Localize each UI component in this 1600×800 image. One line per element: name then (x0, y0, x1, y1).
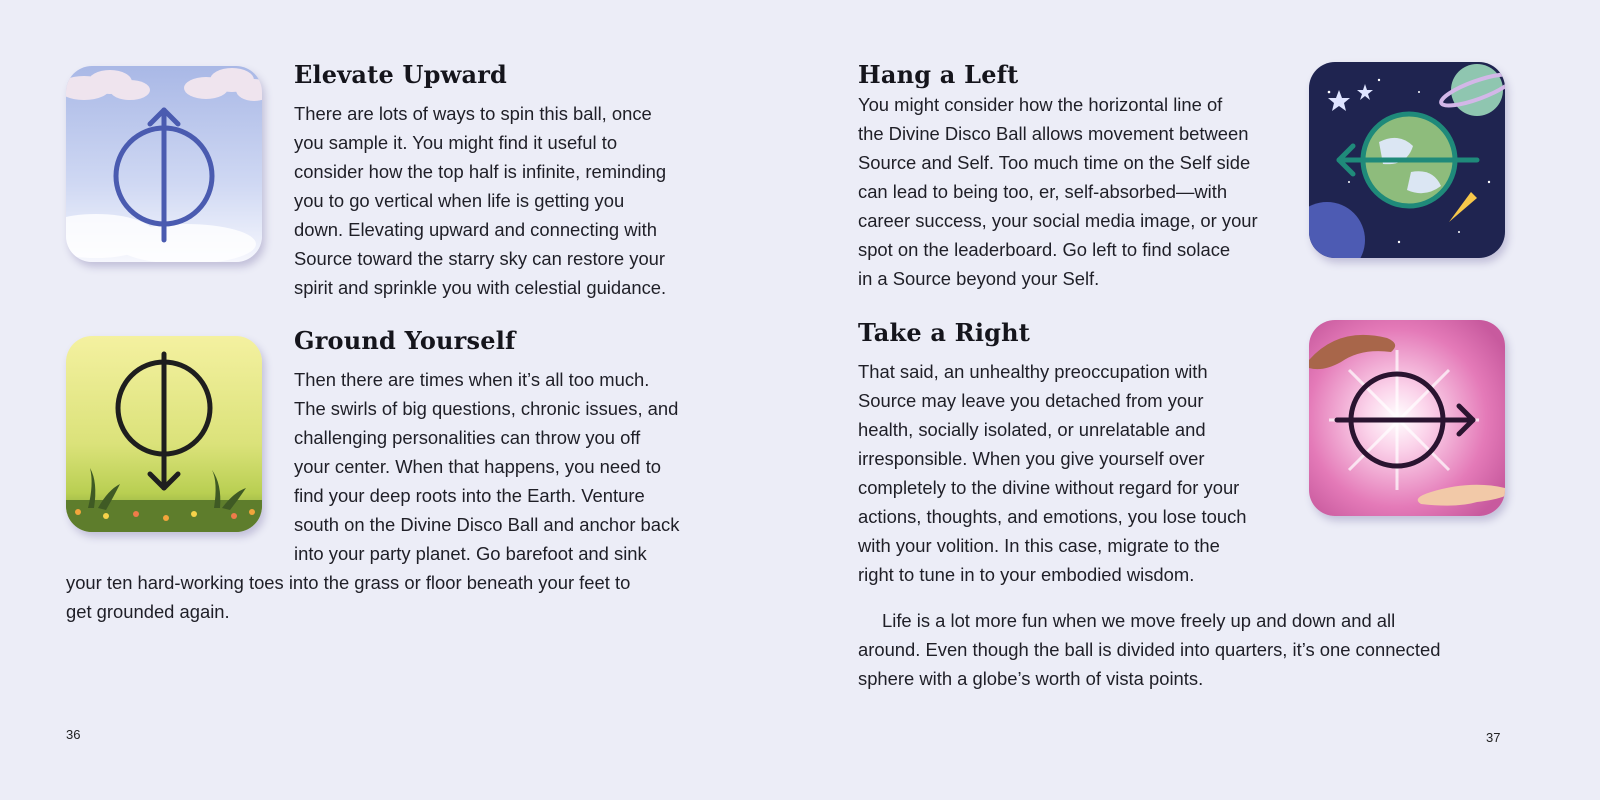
body-line: into your party planet. Go barefoot and sink (294, 543, 647, 564)
page-number: 37 (1486, 730, 1501, 745)
body-line: career success, your social media image, or your (858, 210, 1258, 231)
section-heading: Hang a Left (858, 60, 1019, 89)
body-line: Then there are times when it’s all too much. (294, 369, 650, 390)
body-line: completely to the divine without regard for your (858, 477, 1240, 498)
section-heading: Ground Yourself (294, 326, 516, 355)
elevate-upward-illustration (66, 66, 262, 262)
body-line: find your deep roots into the Earth. Venture (294, 485, 645, 506)
body-line: get grounded again. (66, 601, 230, 622)
body-line: spot on the leaderboard. Go left to find solace (858, 239, 1231, 260)
body-line: You might consider how the horizontal line of (858, 94, 1223, 115)
body-line: the Divine Disco Ball allows movement between (858, 123, 1249, 144)
body-line: you sample it. You might find it useful to (294, 132, 618, 153)
body-line: challenging personalities can throw you off (294, 427, 641, 448)
body-line: Source may leave you detached from your (858, 390, 1204, 411)
page-number: 36 (66, 727, 81, 742)
body-line: consider how the top half is infinite, reminding (294, 161, 667, 182)
body-line: in a Source beyond your Self. (858, 268, 1100, 289)
ground-yourself-illustration (66, 336, 262, 532)
circle-arrow-down-icon (66, 336, 262, 532)
body-line: That said, an unhealthy preoccupation with (858, 361, 1208, 382)
right-page (800, 0, 1600, 800)
closing-line: Life is a lot more fun when we move freely up and down and all (882, 610, 1396, 631)
body-line: actions, thoughts, and emotions, you lose touch (858, 506, 1247, 527)
section-heading: Elevate Upward (294, 60, 508, 89)
body-line: with your volition. In this case, migrate to the (858, 535, 1220, 556)
body-line: right to tune in to your embodied wisdom. (858, 564, 1195, 585)
body-line: you to go vertical when life is getting you (294, 190, 625, 211)
body-line: Source and Self. Too much time on the Self side (858, 152, 1251, 173)
body-line: irresponsible. When you give yourself over (858, 448, 1205, 469)
body-line: south on the Divine Disco Ball and anchor back (294, 514, 680, 535)
body-line: your ten hard-working toes into the grass or floor beneath your feet to (66, 572, 631, 593)
body-line: There are lots of ways to spin this ball, once (294, 103, 652, 124)
take-a-right-illustration (1309, 320, 1505, 516)
body-line: health, socially isolated, or unrelatable and (858, 419, 1206, 440)
section-heading: Take a Right (858, 318, 1031, 347)
circle-arrow-right-icon (1309, 320, 1505, 516)
hang-a-left-illustration (1309, 62, 1505, 258)
body-line: can lead to being too, er, self-absorbed—with (858, 181, 1228, 202)
circle-arrow-left-icon (1309, 62, 1505, 258)
circle-arrow-up-icon (66, 66, 262, 262)
body-line: The swirls of big questions, chronic issues, and (294, 398, 679, 419)
body-line: Source toward the starry sky can restore your (294, 248, 666, 269)
closing-line: sphere with a globe’s worth of vista points. (858, 668, 1204, 689)
body-line: your center. When that happens, you need to (294, 456, 662, 477)
body-line: down. Elevating upward and connecting with (294, 219, 657, 240)
closing-line: around. Even though the ball is divided into quarters, it’s one connected (858, 639, 1441, 660)
body-line: spirit and sprinkle you with celestial guidance. (294, 277, 667, 298)
